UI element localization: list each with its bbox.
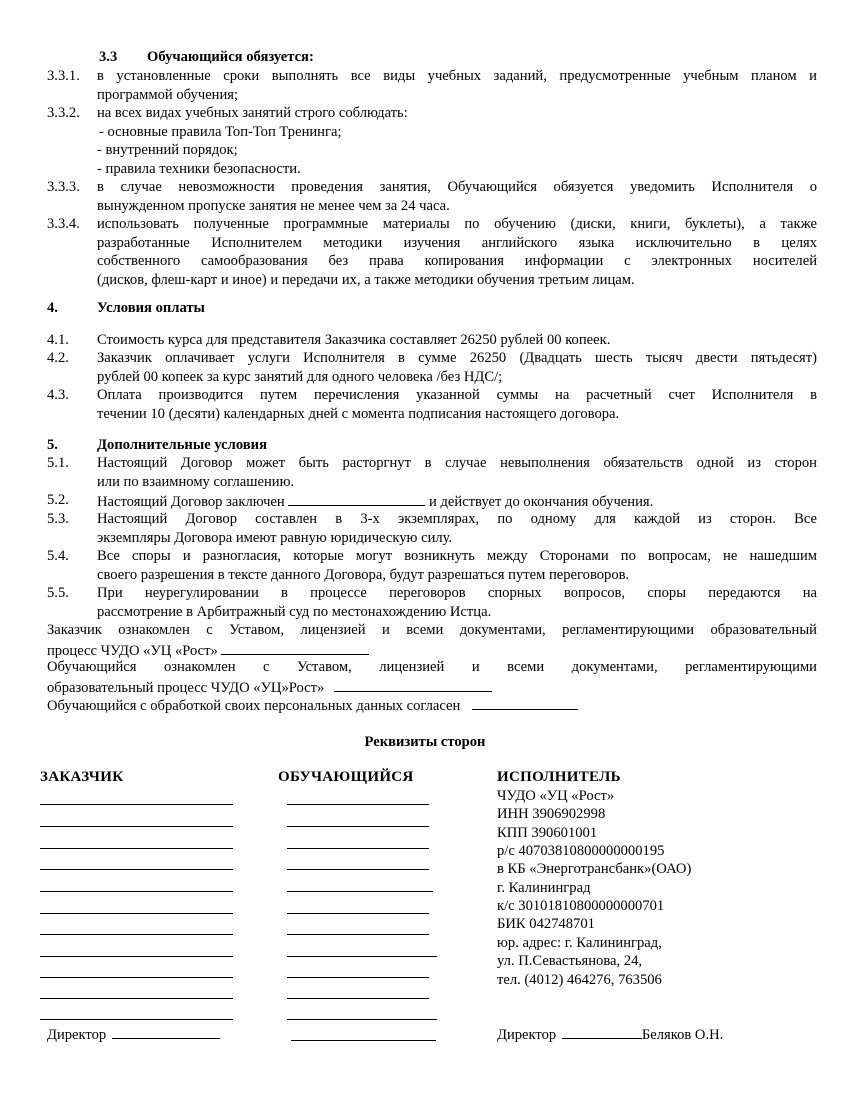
student-field-line[interactable] bbox=[287, 1019, 437, 1020]
bullet-item: - внутренний порядок; bbox=[97, 142, 238, 159]
director-label: Директор bbox=[47, 1027, 107, 1043]
student-field-line[interactable] bbox=[287, 848, 429, 849]
student-field-line[interactable] bbox=[287, 869, 429, 870]
student-field-line[interactable] bbox=[287, 956, 437, 957]
section-3-3-heading bbox=[47, 48, 817, 67]
clause-text-line: программой обучения; bbox=[97, 86, 239, 103]
clause-text-line: Все споры и разногласия, которые могут возникнуть между Сторонами по вопросам, не нашедшим bbox=[97, 548, 817, 564]
executor-street: ул. П.Севастьянова, 24, bbox=[497, 953, 643, 969]
customer-field-line[interactable] bbox=[40, 848, 233, 849]
clause-text-line: в установленные сроки выполнять все виды учебных заданий, предусмотренные учебным планом и bbox=[97, 68, 817, 84]
clause-text-line: течении 10 (десяти) календарных дней с момента подписания настоящего договора. bbox=[97, 405, 620, 422]
clause-number: 3.3.1. bbox=[47, 68, 80, 84]
section-number: 4. bbox=[47, 300, 58, 316]
customer-signature-blank[interactable] bbox=[221, 640, 369, 655]
personal-data-line bbox=[47, 695, 817, 716]
clause-text-line: Оплата производится путем перечисления указанной суммы на расчетный счет Исполнителя в bbox=[97, 387, 817, 403]
clause-number: 3.3.3. bbox=[47, 179, 80, 195]
clause-text-line: вынужденном пропуске занятия не менее чем за 24 часа. bbox=[97, 197, 450, 214]
clause-number: 4.1. bbox=[47, 332, 69, 348]
personal-data-signature-blank[interactable] bbox=[472, 695, 578, 710]
clause-text-line: или по взаимному соглашению. bbox=[97, 473, 295, 490]
clause-number: 3.3.4. bbox=[47, 216, 80, 232]
customer-field-line[interactable] bbox=[40, 998, 233, 999]
student-field-line[interactable] bbox=[287, 998, 429, 999]
clause-number: 5.1. bbox=[47, 455, 69, 471]
student-signature-line[interactable] bbox=[291, 1040, 436, 1041]
personal-data-text: Обучающийся с обработкой своих персональных данных согласен bbox=[47, 698, 461, 714]
executor-phone: тел. (4012) 464276, 763506 bbox=[497, 972, 662, 988]
student-field-line[interactable] bbox=[287, 891, 433, 892]
bullet-item: - правила техники безопасности. bbox=[97, 160, 301, 177]
customer-field-line[interactable] bbox=[40, 869, 233, 870]
contract-date-blank[interactable] bbox=[288, 491, 425, 506]
clause-number: 5.4. bbox=[47, 548, 69, 564]
executor-column-title: ИСПОЛНИТЕЛЬ bbox=[497, 769, 621, 785]
executor-kpp: КПП 390601001 bbox=[497, 825, 598, 841]
customer-field-line[interactable] bbox=[40, 804, 233, 805]
clause-text-line: рассмотрение в Арбитражный суд по местонахождению Истца. bbox=[97, 603, 492, 620]
clause-text-line: При неурегулировании в процессе переговоров спорных вопросов, споры передаются на bbox=[97, 585, 817, 601]
customer-field-line[interactable] bbox=[40, 891, 233, 892]
director-label: Директор bbox=[497, 1027, 557, 1043]
customer-field-line[interactable] bbox=[40, 934, 233, 935]
clause-text-line: Заказчик оплачивает услуги Исполнителя в сумме 26250 (Двадцать шесть тысяч двести пятьдесят) bbox=[97, 350, 817, 366]
student-field-line[interactable] bbox=[287, 934, 429, 935]
section-number: 3.3 bbox=[99, 49, 118, 65]
section-title: Обучающийся обязуется: bbox=[147, 49, 314, 65]
director-name: Беляков О.Н. bbox=[641, 1027, 724, 1043]
executor-bank: в КБ «Энерготрансбанк»(ОАО) bbox=[497, 861, 692, 877]
section-title: Условия оплаты bbox=[97, 300, 205, 316]
section-5-heading bbox=[47, 436, 817, 455]
customer-director-signature bbox=[47, 1024, 220, 1045]
bullet-item: - основные правила Топ-Топ Тренинга; bbox=[99, 123, 342, 140]
student-field-line[interactable] bbox=[287, 804, 429, 805]
clause-text-line: Стоимость курса для представителя Заказчика составляет 26250 рублей 00 копеек. bbox=[97, 332, 611, 348]
customer-field-line[interactable] bbox=[40, 1019, 233, 1020]
clause-text-line: собственного самообразования без права копирования информации с электронных носителей bbox=[97, 253, 817, 270]
clause-text-line: Настоящий Договор составлен в 3-х экземплярах, по одному для каждой из сторон. Все bbox=[97, 511, 817, 527]
executor-city: г. Калининград bbox=[497, 880, 591, 896]
customer-ack-line1: Заказчик ознакомлен с Уставом, лицензией и всеми документами, регламентирующими образовательный bbox=[47, 622, 817, 638]
clause-text-line bbox=[97, 491, 817, 512]
clause-number: 4.3. bbox=[47, 387, 69, 403]
clause-text-line: в случае невозможности проведения занятия, Обучающийся обязуется уведомить Исполнителя о bbox=[97, 179, 817, 195]
student-field-line[interactable] bbox=[287, 977, 429, 978]
section-title: Дополнительные условия bbox=[97, 437, 267, 453]
executor-inn: ИНН 3906902998 bbox=[497, 806, 606, 822]
clause-number: 5.3. bbox=[47, 511, 69, 527]
customer-column-title: ЗАКАЗЧИК bbox=[40, 769, 124, 785]
clause-text-line: своего разрешения в тексте данного Договора, будут разрешаться путем переговоров. bbox=[97, 566, 630, 583]
clause-text-line: Настоящий Договор может быть расторгнут в случае невыполнения обязательств одной из сторон bbox=[97, 455, 817, 471]
executor-director-signature-blank[interactable] bbox=[562, 1024, 642, 1039]
customer-field-line[interactable] bbox=[40, 826, 233, 827]
clause-text-line: экземпляры Договора имеют равную юридическую силу. bbox=[97, 529, 453, 546]
student-signature-blank[interactable] bbox=[334, 677, 492, 692]
clause-text-part: и действует до окончания обучения. bbox=[429, 494, 654, 510]
clause-text-line: (дисков, флеш-карт и иное) и передачи их, а также методики обучения третьим лицам. bbox=[97, 271, 635, 288]
customer-field-line[interactable] bbox=[40, 977, 233, 978]
student-ack-text: образовательный процесс ЧУДО «УЦ»Рост» bbox=[47, 680, 325, 696]
clause-number: 3.3.2. bbox=[47, 105, 80, 121]
clause-number: 5.2. bbox=[47, 492, 69, 508]
student-field-line[interactable] bbox=[287, 913, 429, 914]
clause-text-line: разработанные Исполнителем методики изучения английского языка исключительно в целях bbox=[97, 234, 817, 251]
executor-corr-account: к/с 30101810800000000701 bbox=[497, 898, 665, 914]
customer-ack-text: процесс ЧУДО «УЦ «Рост» bbox=[47, 643, 218, 659]
clause-number: 5.5. bbox=[47, 585, 69, 601]
customer-field-line[interactable] bbox=[40, 956, 233, 957]
clause-text-line: использовать полученные программные материалы по обучению (диски, книги, буклеты), а также bbox=[97, 216, 817, 232]
executor-legal-address: юр. адрес: г. Калининград, bbox=[497, 935, 662, 951]
customer-field-line[interactable] bbox=[40, 913, 233, 914]
section-number: 5. bbox=[47, 437, 58, 453]
student-field-line[interactable] bbox=[287, 826, 429, 827]
requisites-title: Реквизиты сторон bbox=[364, 734, 486, 750]
student-ack-line1: Обучающийся ознакомлен с Уставом, лицензией и всеми документами, регламентирующими bbox=[47, 659, 817, 675]
student-column-title: ОБУЧАЮЩИЙСЯ bbox=[278, 769, 414, 785]
executor-director-signature bbox=[497, 1024, 723, 1045]
clause-text-line: на всех видах учебных занятий строго соблюдать: bbox=[97, 105, 408, 121]
executor-org-name: ЧУДО «УЦ «Рост» bbox=[497, 788, 615, 804]
clause-number: 4.2. bbox=[47, 350, 69, 366]
customer-director-signature-blank[interactable] bbox=[112, 1024, 220, 1039]
section-4-heading bbox=[47, 299, 817, 318]
executor-account: р/с 40703810800000000195 bbox=[497, 843, 665, 859]
clause-text-line: рублей 00 копеек за курс занятий для одного человека /без НДС/; bbox=[97, 368, 503, 385]
clause-text-part: Настоящий Договор заключен bbox=[97, 494, 285, 510]
executor-bik: БИК 042748701 bbox=[497, 916, 595, 932]
